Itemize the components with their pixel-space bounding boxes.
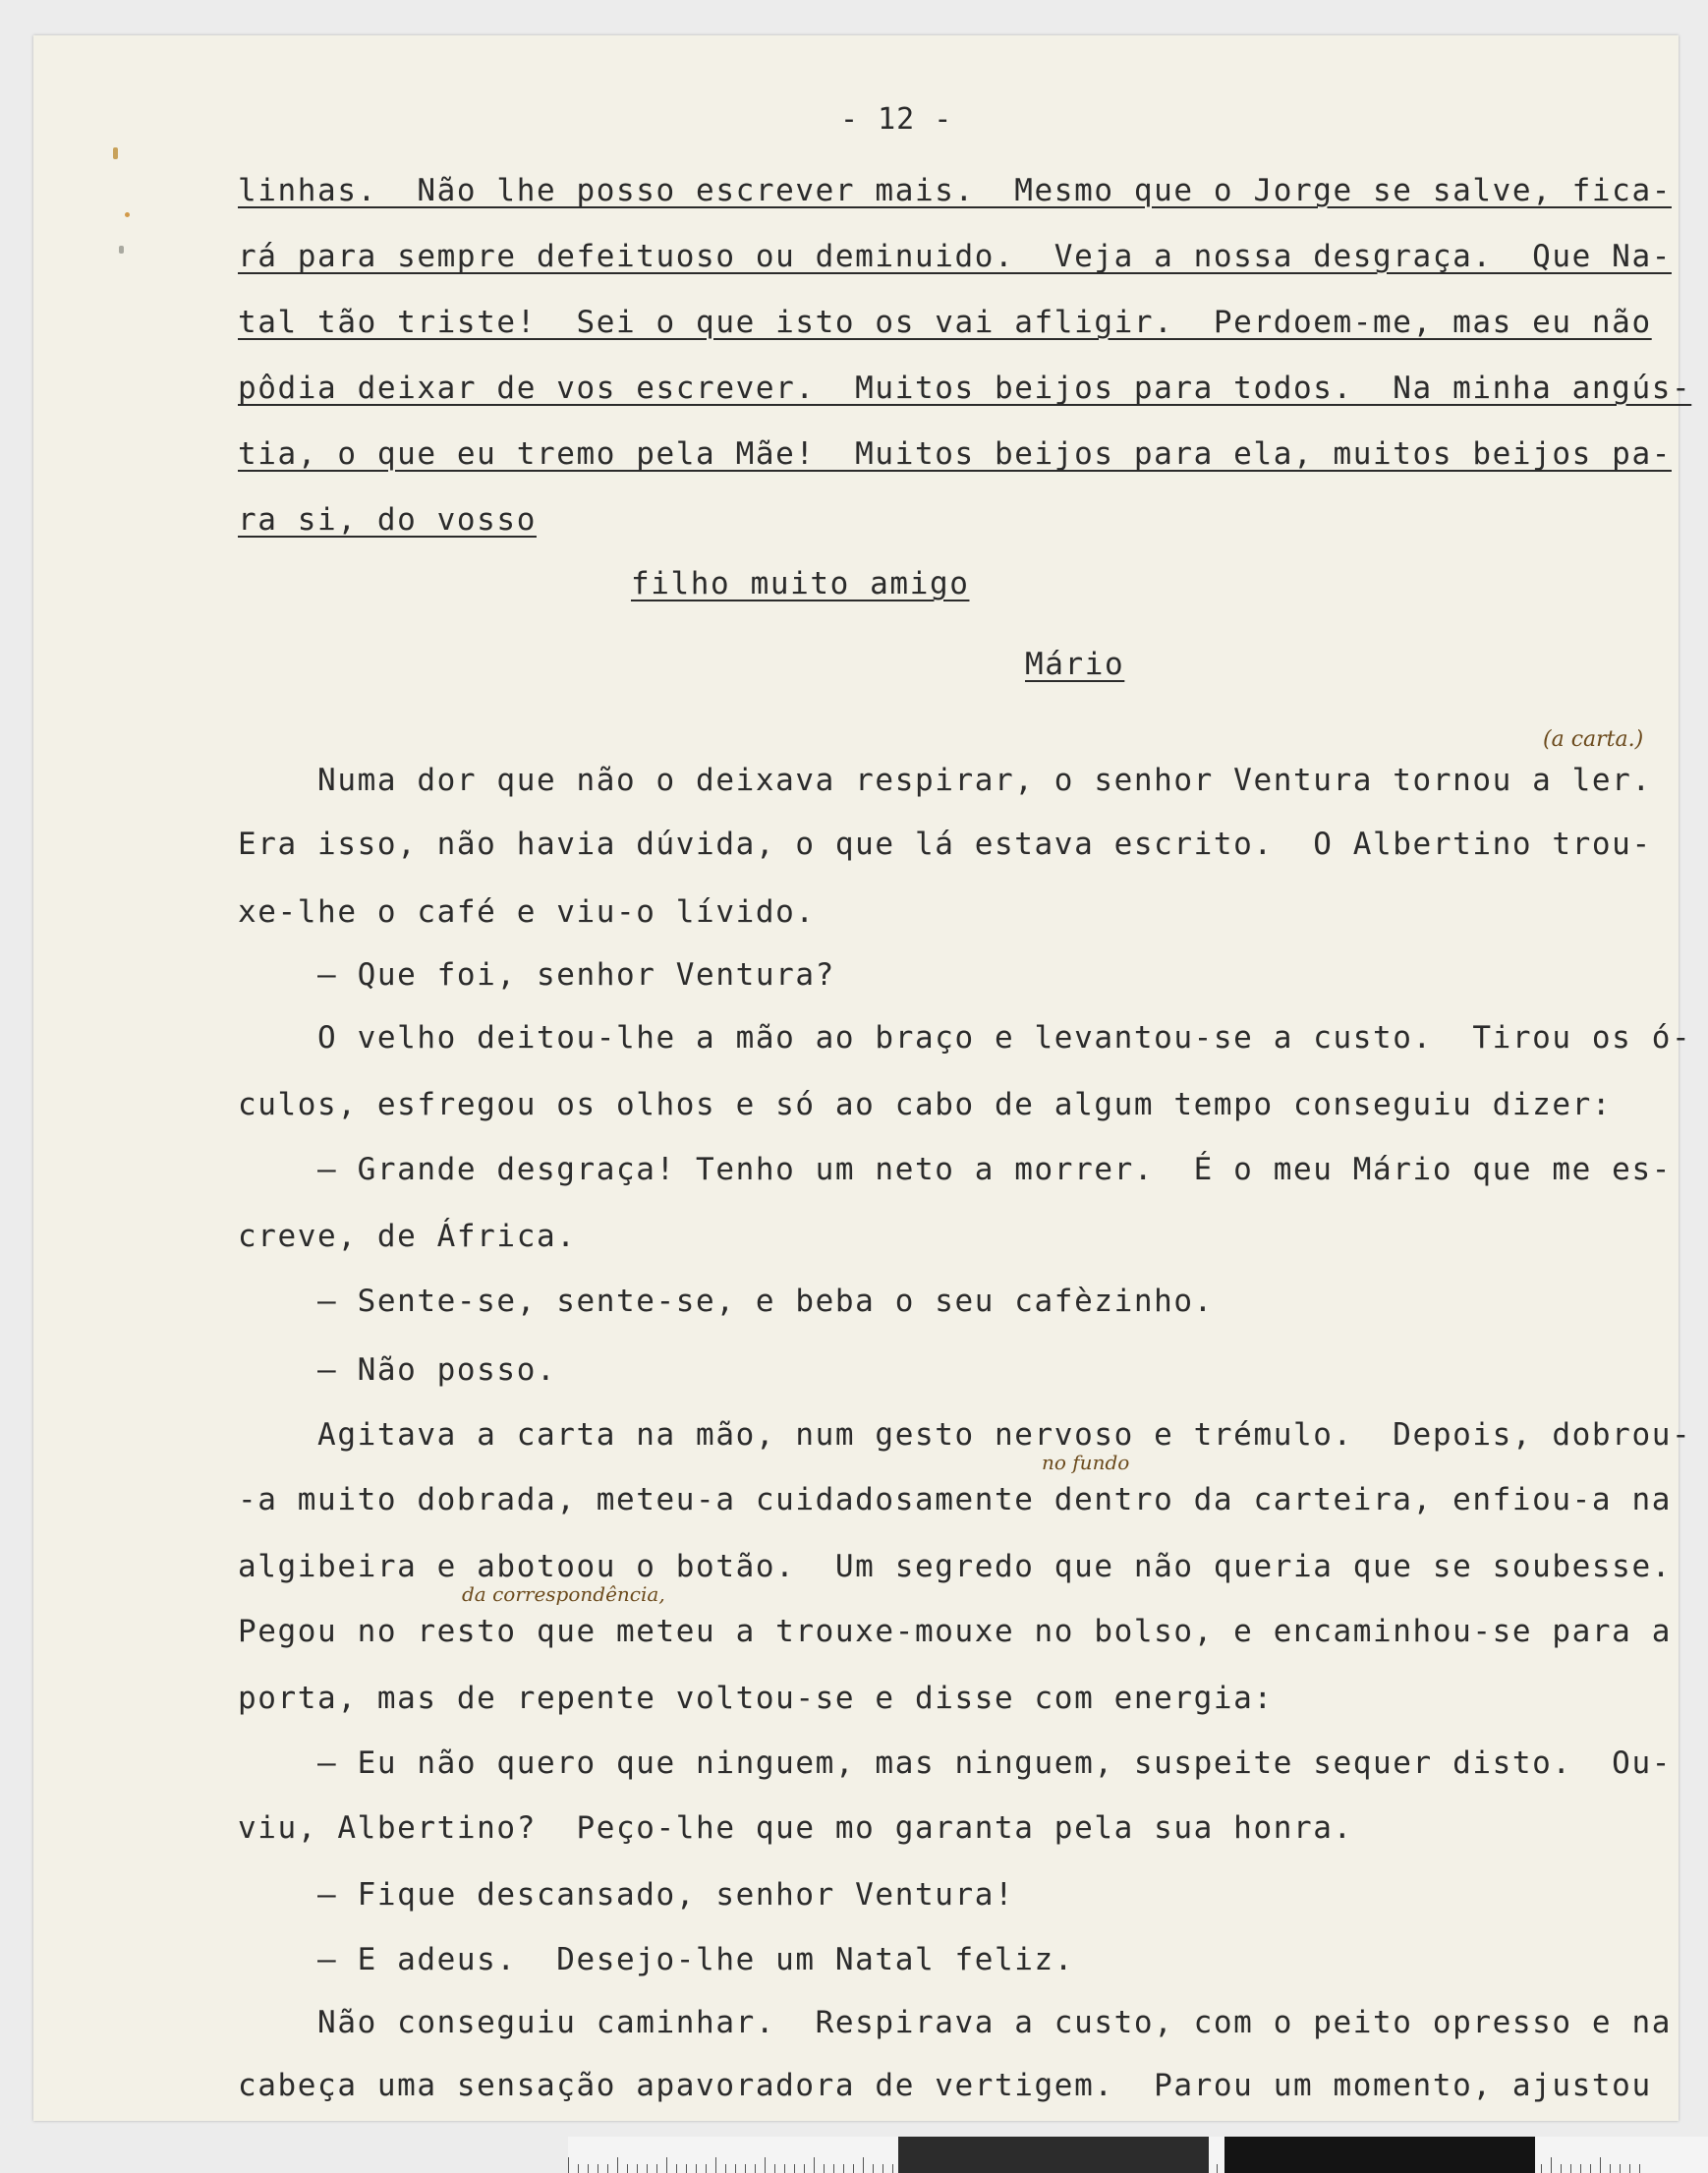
ruler-tick — [745, 2164, 746, 2173]
ruler-tick — [637, 2164, 638, 2173]
letter-line: tia, o que eu tremo pela Mãe! Muitos beijos para ela, muitos beijos pa- — [238, 436, 1672, 472]
body-line: creve, de África. — [238, 1219, 577, 1254]
ruler-tick — [1620, 2164, 1621, 2173]
color-calibration-block — [898, 2137, 1209, 2173]
ruler-tick — [617, 2157, 618, 2173]
body-line: — E adeus. Desejo-lhe um Natal feliz. — [238, 1942, 1075, 1977]
ruler-tick — [765, 2157, 766, 2173]
ruler-tick — [568, 2157, 569, 2173]
body-line: — Que foi, senhor Ventura? — [238, 957, 835, 993]
ruler-tick — [588, 2164, 589, 2173]
body-line: Pegou no resto que meteu a trouxe-mouxe no bolso, e encaminhou-se para a — [238, 1614, 1672, 1649]
ruler-tick — [804, 2164, 805, 2173]
ruler-tick — [666, 2157, 667, 2173]
ruler-tick — [627, 2164, 628, 2173]
letter-closing: filho muito amigo — [631, 566, 970, 601]
body-line: culos, esfregou os olhos e só ao cabo de algum tempo conseguiu dizer: — [238, 1087, 1613, 1122]
ruler-tick — [774, 2164, 775, 2173]
ruler-tick — [1629, 2164, 1630, 2173]
body-line: -a muito dobrada, meteu-a cuidadosamente dentro da carteira, enfiou-a na — [238, 1482, 1672, 1517]
letter-line: pôdia deixar de vos escrever. Muitos beijos para todos. Na minha angús- — [238, 371, 1692, 406]
ruler-tick — [647, 2164, 648, 2173]
letter-line: rá para sempre defeituoso ou deminuido. Veja a nossa desgraça. Que Na- — [238, 239, 1672, 274]
ruler-tick — [607, 2164, 608, 2173]
ruler-tick — [833, 2164, 834, 2173]
ruler-tick — [892, 2164, 893, 2173]
ruler-tick — [696, 2164, 697, 2173]
letter-line: tal tão triste! Sei o que isto os vai afligir. Perdoem-me, mas eu não — [238, 305, 1652, 340]
body-line: — Grande desgraça! Tenho um neto a morrer. É o meu Mário que me es- — [238, 1152, 1672, 1187]
body-line: Era isso, não havia dúvida, o que lá estava escrito. O Albertino trou- — [238, 827, 1652, 862]
ruler-tick — [578, 2164, 579, 2173]
ruler-tick — [824, 2164, 825, 2173]
color-calibration-block — [1224, 2137, 1535, 2173]
body-line: algibeira e abotoou o botão. Um segredo que não queria que se soubesse. — [238, 1549, 1672, 1584]
ruler-tick — [1639, 2164, 1640, 2173]
ruler-tick — [1541, 2164, 1542, 2173]
body-line: Agitava a carta na mão, num gesto nervoso e trémulo. Depois, dobrou- — [238, 1417, 1692, 1453]
ruler-tick — [873, 2164, 874, 2173]
body-line: — Não posso. — [238, 1352, 557, 1388]
ruler-tick — [784, 2164, 785, 2173]
body-line: — Eu não quero que ninguem, mas ninguem, suspeite sequer disto. Ou- — [238, 1745, 1672, 1781]
body-line: viu, Albertino? Peço-lhe que mo garanta pela sua honra. — [238, 1810, 1353, 1846]
typed-page — [33, 35, 1679, 2121]
body-line: porta, mas de repente voltou-se e disse com energia: — [238, 1681, 1274, 1716]
ruler-tick — [853, 2164, 854, 2173]
ruler-tick — [1600, 2157, 1601, 2173]
body-line: Não conseguiu caminhar. Respirava a custo, com o peito opresso e na — [238, 2005, 1672, 2040]
ruler-tick — [1551, 2157, 1552, 2173]
ruler-tick — [686, 2164, 687, 2173]
ruler-tick — [882, 2164, 883, 2173]
ruler-tick — [706, 2164, 707, 2173]
letter-line: linhas. Não lhe posso escrever mais. Mesmo que o Jorge se salve, fica- — [238, 173, 1672, 208]
body-line: O velho deitou-lhe a mão ao braço e levantou-se a custo. Tirou os ó- — [238, 1020, 1692, 1056]
ruler-tick — [1570, 2164, 1571, 2173]
body-line: cabeça uma sensação apavoradora de vertigem. Parou um momento, ajustou — [238, 2068, 1652, 2103]
handwritten-insert-a-carta: (a carta.) — [1543, 727, 1644, 752]
handwritten-insert-correspondencia: da correspondência, — [462, 1582, 665, 1606]
ruler-tick — [814, 2157, 815, 2173]
letter-signature: Mário — [1025, 647, 1125, 682]
page-number: - 12 - — [840, 102, 953, 137]
ruler-tick — [1610, 2164, 1611, 2173]
ruler-tick — [1561, 2164, 1562, 2173]
body-line: — Fique descansado, senhor Ventura! — [238, 1877, 1015, 1913]
body-line: xe-lhe o café e viu-o lívido. — [238, 894, 816, 930]
ruler-tick — [1217, 2164, 1218, 2173]
body-line: Numa dor que não o deixava respirar, o senhor Ventura tornou a ler. — [238, 763, 1652, 798]
ruler-tick — [656, 2164, 657, 2173]
handwritten-insert-no-fundo: no fundo — [1042, 1451, 1130, 1474]
ruler-tick — [843, 2164, 844, 2173]
ruler-tick — [794, 2164, 795, 2173]
ruler-tick — [755, 2164, 756, 2173]
ruler-tick — [676, 2164, 677, 2173]
ruler-tick — [735, 2164, 736, 2173]
ruler-tick — [725, 2164, 726, 2173]
ruler-tick — [1580, 2164, 1581, 2173]
ruler-tick — [863, 2157, 864, 2173]
ruler-tick — [1590, 2164, 1591, 2173]
ruler-tick — [715, 2157, 716, 2173]
letter-line: ra si, do vosso — [238, 502, 537, 538]
body-line: — Sente-se, sente-se, e beba o seu cafèzinho. — [238, 1284, 1214, 1319]
